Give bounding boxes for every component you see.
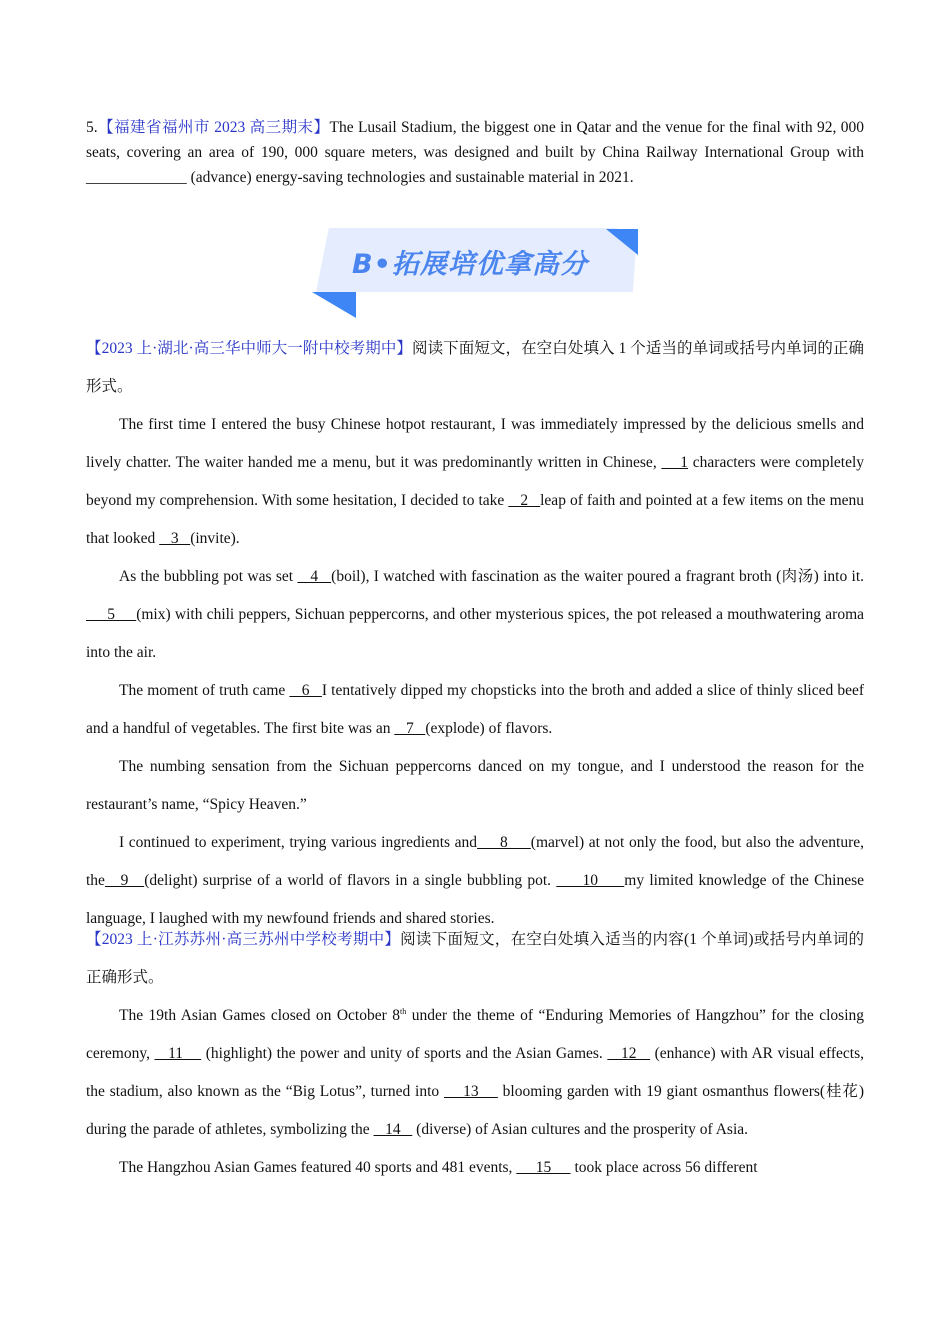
blank-15[interactable]: 15 <box>516 1159 571 1176</box>
blank-2[interactable]: 2 <box>508 492 541 509</box>
passage-1-source: 【2023 上·湖北·高三华中师大一附中校考期中】 <box>86 340 412 357</box>
text: (diverse) of Asian cultures and the prosperity of Asia. <box>412 1121 749 1138</box>
text: (highlight) the power and unity of sports and the Asian Games. <box>201 1045 608 1062</box>
text: (marvel) at not only the food, but also the adventure, the <box>86 834 865 889</box>
paragraph <box>86 748 864 824</box>
passage-1-header <box>86 330 864 406</box>
section-banner <box>312 228 638 320</box>
blank-9[interactable]: 9 <box>104 872 145 889</box>
banner-fold-left <box>312 292 356 318</box>
question-text-after: (advance) energy-saving technologies and sustainable material in 2021. <box>186 169 634 186</box>
blank-5[interactable]: 5 <box>86 606 137 623</box>
text: The Hangzhou Asian Games featured 40 sports and 481 events, <box>119 1159 517 1176</box>
passage-1-instruction: 阅读下面短文，在空白处填入 1 个适当的单词或括号内单词的正确形式。 <box>86 340 864 395</box>
text: The first time I entered the busy Chinese hotpot restaurant, I was immediately impressed by the delicious smells and lively chatter. The waiter handed me a menu, but it was predominantly written in Chinese, <box>86 416 864 471</box>
superscript: th <box>400 1006 407 1016</box>
paragraph <box>86 672 864 748</box>
text: The numbing sensation from the Sichuan peppercorns danced on my tongue, and I understood the reason for the restaurant’s name, “Spicy Heaven.” <box>86 758 864 813</box>
passage-1 <box>86 330 864 938</box>
passage-2-header <box>86 921 864 997</box>
blank-8[interactable]: 8 <box>477 834 531 851</box>
text: blooming garden with 19 giant osmanthus flowers(桂花) during the parade of athletes, symbolizing the <box>86 1083 864 1138</box>
text: (boil), I watched with fascination as the waiter poured a fragrant broth (肉汤) into it. <box>331 568 865 585</box>
blank-3[interactable]: 3 <box>159 530 191 547</box>
text: (enhance) with AR visual effects, the stadium, also known as the “Big Lotus”, turned into <box>86 1045 864 1100</box>
text: The moment of truth came <box>119 682 290 699</box>
text: The 19th Asian Games closed on October 8 <box>119 1007 400 1024</box>
blank-12[interactable]: 12 <box>607 1045 651 1062</box>
blank-1[interactable]: 1 <box>661 454 689 471</box>
text: leap of faith and pointed at a few items on the menu that looked <box>86 492 865 547</box>
text: under the theme of “Enduring Memories of Hangzhou” for the closing ceremony, <box>86 1007 864 1062</box>
banner-title: B•拓展培优拿高分 <box>352 249 588 280</box>
question-number: 5. <box>86 119 98 136</box>
text: (mix) with chili peppers, Sichuan peppercorns, and other mysterious spices, the pot released a mouthwatering aroma into the air. <box>86 606 865 661</box>
paragraph <box>86 558 864 672</box>
paragraph <box>86 406 864 558</box>
question-5 <box>86 115 864 190</box>
paragraph <box>86 997 864 1149</box>
text: I continued to experiment, trying various ingredients and <box>119 834 478 851</box>
paragraph <box>86 1149 864 1187</box>
blank-6[interactable]: 6 <box>289 682 322 699</box>
blank-13[interactable]: 13 <box>443 1083 498 1100</box>
text: my limited knowledge of the Chinese language, I laughed with my newfound friends and shared stories. <box>86 872 865 927</box>
passage-2-instruction: 阅读下面短文，在空白处填入适当的内容(1 个单词)或括号内单词的正确形式。 <box>86 931 865 986</box>
text: (explode) of flavors. <box>425 720 553 737</box>
text: took place across 56 different <box>570 1159 758 1176</box>
passage-2-source: 【2023 上·江苏苏州·高三苏州中学校考期中】 <box>86 931 401 948</box>
blank-14[interactable]: 14 <box>373 1121 413 1138</box>
passage-2 <box>86 921 864 1187</box>
blank-4[interactable]: 4 <box>297 568 332 585</box>
text: (delight) surprise of a world of flavors in a single bubbling pot. <box>144 872 557 889</box>
question-source: 【福建省福州市 2023 高三期末】 <box>97 119 330 136</box>
text: characters were completely beyond my comprehension. With some hesitation, I decided to take <box>86 454 865 509</box>
blank-11[interactable]: 11 <box>154 1045 202 1062</box>
text: I tentatively dipped my chopsticks into the broth and added a slice of thinly sliced beef and a handful of vegetables. The first bite was an <box>86 682 865 737</box>
text: (invite). <box>190 530 240 547</box>
blank-10[interactable]: 10 <box>556 872 625 889</box>
blank-7[interactable]: 7 <box>394 720 426 737</box>
question-blank[interactable]: _____________ <box>86 169 187 186</box>
text: As the bubbling pot was set <box>119 568 298 585</box>
question-text-before: The Lusail Stadium, the biggest one in Qatar and the venue for the final with 92, 000 seats, covering an area of 190, 000 square meters, was designed and built by China Railway International Group with <box>86 119 864 161</box>
